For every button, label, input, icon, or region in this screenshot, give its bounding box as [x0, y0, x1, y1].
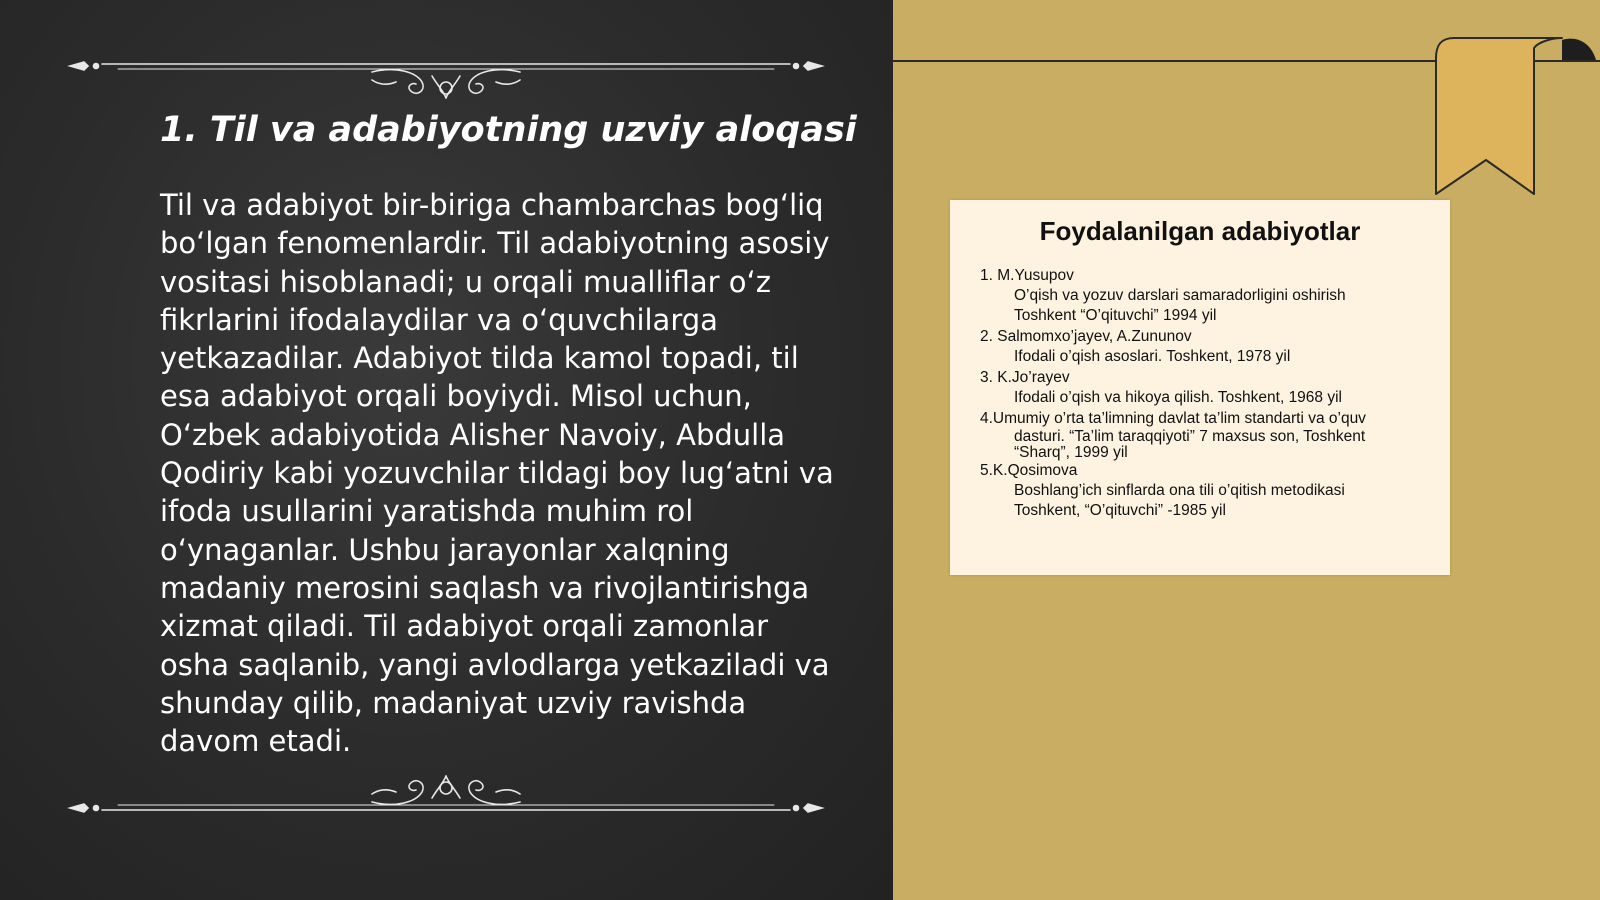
reference-author: 2. Salmomxo’jayev, A.Zununov [980, 328, 1192, 345]
slide-body-text: Til va adabiyot bir-biriga chambarchas bog‘liq bo‘lgan fenomenlardir. Til adabiyotning asosiy vositasi hisoblanadi; u orqali mualliflar o‘z fikrlarini ifodalaydilar va o‘quvchilarga yetkazadilar. Adabiyot tilda kamol topadi, til esa adabiyot orqali boyiydi. Misol uchun, O‘zbek adabiyotida Alisher Navoiy, Abdulla Qodiriy kabi yozuvchilar tildagi boy lug‘atni va ifoda usullarini yaratishda muhim rol o‘ynaganlar. Ushbu jarayonlar xalqning madaniy merosini saqlash va rivojlantirishga xizmat qiladi. Til adabiyot orqali zamonlar osha saqlanib, yangi avlodlarga yetkaziladi va shunday qilib, madaniyat uzviy ravishda davom etadi. [160, 188, 834, 759]
reference-item [980, 266, 1430, 326]
references-heading: Foydalanilgan adabiyotlar [1039, 216, 1361, 246]
reference-detail: Boshlang’ich sinflarda ona tili o’qitish metodikasi [1014, 482, 1345, 499]
bookmark-ribbon-icon [1434, 34, 1599, 200]
reference-detail: O’qish va yozuv darslari samaradorligini oshirish [1014, 287, 1346, 304]
reference-detail: Ifodali o’qish asoslari. Toshkent, 1978 yil [1014, 348, 1291, 365]
reference-detail: dasturi. “Ta’lim taraqqiyoti” 7 maxsus son, Toshkent [1014, 428, 1366, 445]
reference-author: 5.K.Qosimova [980, 462, 1078, 479]
reference-item [980, 461, 1430, 521]
references-card [950, 200, 1450, 575]
reference-detail: Ifodali o’qish va hikoya qilish. Toshkent, 1968 yil [1014, 389, 1342, 406]
reference-detail: Toshkent, “O’qituvchi” -1985 yil [1014, 502, 1226, 519]
reference-author: 1. M.Yusupov [980, 267, 1074, 284]
reference-item [980, 327, 1430, 367]
top-scroll-ornament-icon [66, 42, 826, 102]
reference-author: 3. K.Jo’rayev [980, 369, 1070, 386]
reference-author: 4.Umumiy o’rta ta’limning davlat ta’lim standarti va o’quv [980, 410, 1366, 427]
reference-detail: “Sharq”, 1999 yil [1014, 443, 1128, 461]
references-list [980, 266, 1430, 522]
reference-detail: Toshkent “O’qituvchi” 1994 yil [1014, 307, 1217, 324]
slide-title: 1. Til va adabiyotning uzviy aloqasi [160, 110, 857, 150]
reference-item [980, 368, 1430, 408]
reference-item [980, 409, 1430, 460]
bottom-scroll-ornament-icon [66, 772, 826, 832]
